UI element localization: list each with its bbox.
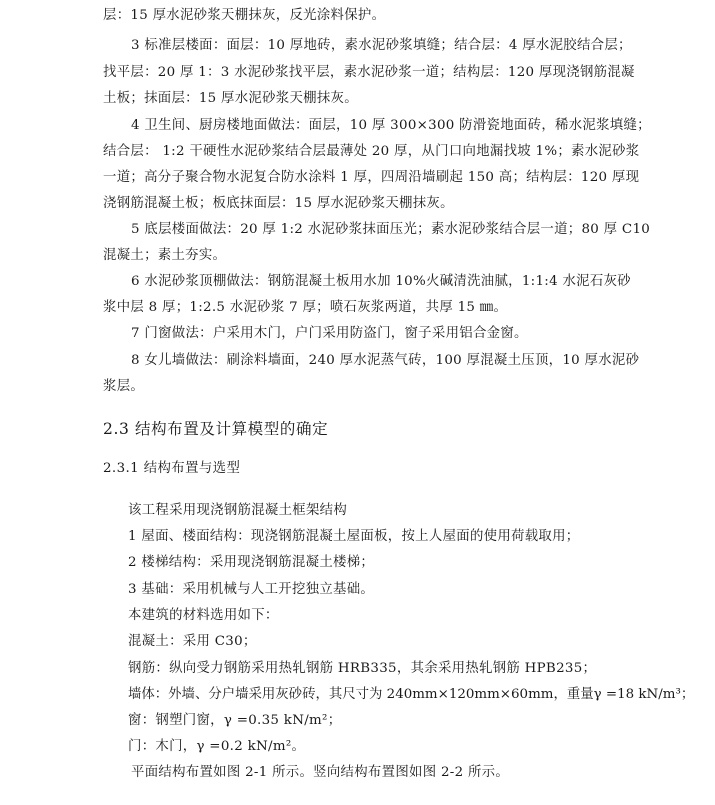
text-line: 墙体：外墙、分户墙采用灰砂砖，其尺寸为 240mm×120mm×60mm，重量γ =18 kN/m³；: [128, 687, 695, 702]
text-line: 2 楼梯结构：采用现浇钢筋混凝土楼梯；: [128, 555, 375, 570]
text-line: 1 屋面、楼面结构：现浇钢筋混凝土屋面板，按上人屋面的使用荷载取用；: [128, 529, 580, 544]
text-line: 7 门窗做法：户采用木门，户门采用防盗门，窗子采用铝合金窗。: [131, 326, 528, 341]
text-line: 该工程采用现浇钢筋混凝土框架结构: [128, 503, 348, 518]
section-heading: 2.3 结构布置及计算模型的确定: [103, 420, 329, 438]
subsection-heading: 2.3.1 结构布置与选型: [103, 461, 241, 476]
text-line: 结合层： 1:2 干硬性水泥砂浆结合层最薄处 20 厚，从门口向地漏找坡 1%；素水泥砂浆: [103, 144, 640, 159]
text-line: 门：木门，γ =0.2 kN/m²。: [128, 739, 306, 754]
text-line: 本建筑的材料选用如下：: [128, 608, 279, 623]
text-line: 钢筋：纵向受力钢筋采用热轧钢筋 HRB335，其余采用热轧钢筋 HPB235；: [128, 661, 597, 676]
text-line: 混凝土：采用 C30；: [128, 634, 257, 649]
text-line: 浇钢筋混凝土板；板底抹面层：15 厚水泥砂浆天棚抹灰。: [103, 196, 454, 211]
text-line: 3 基础：采用机械与人工开挖独立基础。: [128, 582, 375, 597]
text-line: 3 标准层楼面：面层：10 厚地砖，素水泥砂浆填缝；结合层：4 厚水泥胶结合层；: [131, 38, 632, 53]
text-line: 窗：钢塑门窗，γ =0.35 kN/m²；: [128, 713, 342, 728]
text-line: 层：15 厚水泥砂浆天棚抹灰，反光涂料保护。: [103, 8, 386, 23]
text-line: 土板；抹面层：15 厚水泥砂浆天棚抹灰。: [103, 91, 358, 106]
text-line: 一道；高分子聚合物水泥复合防水涂料 1 厚，四周沿墙刷起 150 高；结构层：120 厚现: [103, 170, 640, 185]
text-line: 混凝土；素土夯实。: [103, 248, 227, 263]
text-line: 8 女儿墙做法：刷涂料墙面，240 厚水泥蒸气砖，100 厚混凝土压顶，10 厚水泥砂: [131, 353, 640, 368]
text-line: 4 卫生间、厨房楼地面做法：面层，10 厚 300×300 防滑瓷地面砖，稀水泥浆填缝；: [131, 118, 651, 133]
text-line: 6 水泥砂浆顶棚做法：钢筋混凝土板用水加 10%火碱清洗油腻，1:1:4 水泥石灰砂: [131, 274, 631, 289]
text-line: 5 底层楼面做法：20 厚 1:2 水泥砂浆抹面压光；素水泥砂浆结合层一道；80 厚 C10: [131, 222, 651, 237]
text-line: 浆中层 8 厚；1:2.5 水泥砂浆 7 厚；喷石灰浆两道，共厚 15 ㎜。: [103, 300, 508, 315]
text-line: 找平层：20 厚 1：3 水泥砂浆找平层，素水泥砂浆一道；结构层：120 厚现浇钢筋混凝: [103, 65, 635, 80]
text-line: 浆层。: [103, 379, 145, 394]
text-line: 平面结构布置如图 2-1 所示。竖向结构布置图如图 2-2 所示。: [131, 765, 510, 780]
